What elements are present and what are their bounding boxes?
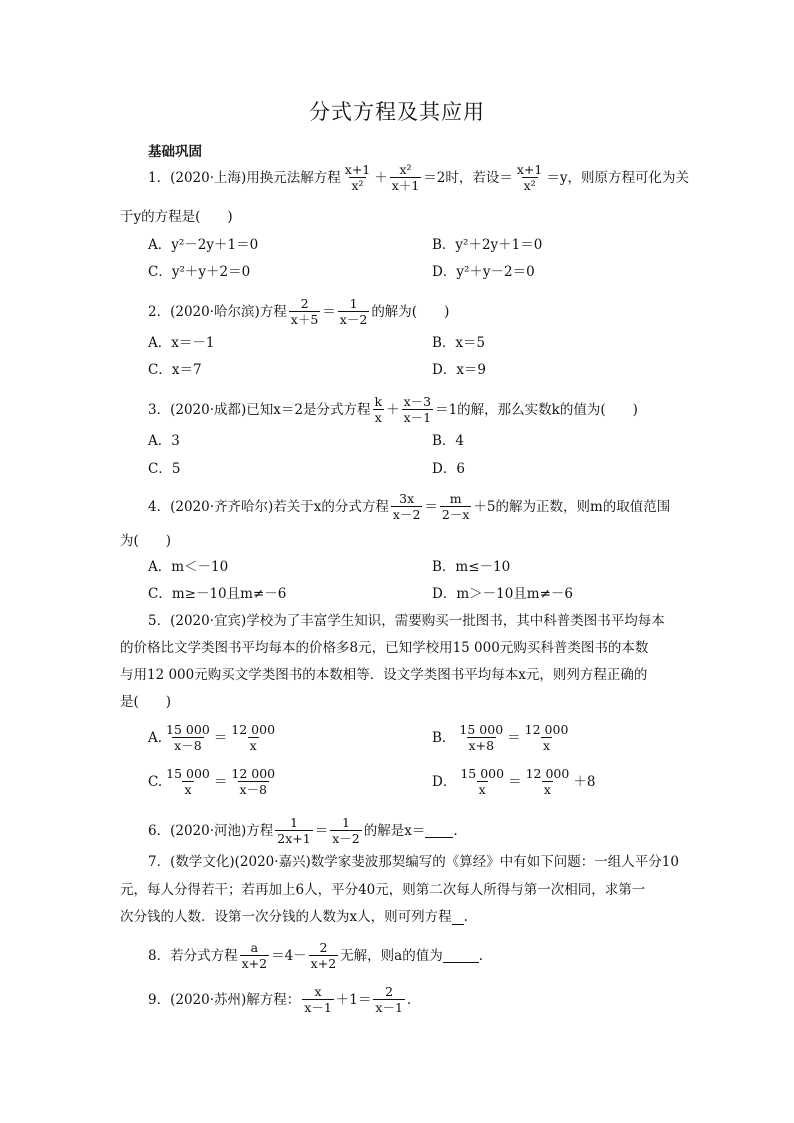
denominator: x－1 bbox=[375, 1000, 403, 1015]
q2-fraction-2 bbox=[338, 296, 370, 327]
option-label: A. bbox=[148, 729, 163, 746]
denominator: x＋5 bbox=[290, 312, 319, 327]
page-title: 分式方程及其应用 bbox=[309, 100, 485, 124]
q2-option-a: A．x＝－1 bbox=[148, 335, 215, 351]
q5-stem-line-3: 与用12 000元购买文学类图书的本数相等．设文学类图书平均每本x元，则列方程正确的 bbox=[120, 667, 648, 683]
numerator: x² bbox=[399, 162, 412, 177]
q2-stem-end: 的解为( ) bbox=[371, 303, 450, 320]
q2-stem-start: 2．(2020·哈尔滨)方程 bbox=[148, 303, 287, 320]
section-heading: 基础巩固 bbox=[148, 144, 202, 160]
period: . bbox=[463, 909, 468, 925]
q8-stem-middle: ＝4－ bbox=[271, 947, 307, 964]
period: . bbox=[478, 947, 484, 964]
numerator: 15 000 bbox=[166, 766, 210, 781]
question-1 bbox=[148, 162, 689, 193]
q3-option-c: C．5 bbox=[148, 461, 181, 477]
question-6 bbox=[148, 815, 458, 846]
equals-sign: ＝ bbox=[213, 729, 228, 746]
equals-sign: ＝ bbox=[213, 773, 228, 790]
q4-option-b: B．m≤－10 bbox=[432, 559, 511, 575]
q8-stem-start: 8．若分式方程 bbox=[148, 947, 238, 964]
denominator: x bbox=[543, 738, 551, 753]
equals-sign: ＝ bbox=[322, 303, 336, 320]
q1-option-b: B．y²＋2y＋1＝0 bbox=[432, 237, 543, 253]
q5-option-c bbox=[148, 766, 279, 797]
numerator: x+1 bbox=[516, 162, 543, 177]
q5-option-b bbox=[432, 722, 572, 753]
q3-option-b: B．4 bbox=[432, 433, 465, 449]
numerator: 12 000 bbox=[231, 722, 276, 737]
q4-fraction-1 bbox=[391, 491, 423, 522]
q4-option-a: A．m＜－10 bbox=[148, 559, 229, 575]
numerator: a bbox=[250, 940, 259, 955]
q3-stem-end: ＝1的解，那么实数k的值为( ) bbox=[435, 401, 638, 418]
q5-stem-line-1: 5．(2020·宜宾)学校为了丰富学生知识，需要购买一批图书，其中科普类图书平均每本 bbox=[148, 613, 665, 629]
q2-fraction-1 bbox=[289, 296, 321, 327]
q5-stem-line-2: 的价格比文学类图书平均每本的价格多8元，已知学校用15 000元购买科普类图书的本数 bbox=[120, 640, 649, 656]
question-9 bbox=[148, 984, 411, 1015]
q3-stem-start: 3．(2020·成都)已知x＝2是分式方程 bbox=[148, 401, 371, 418]
q5-option-a bbox=[148, 722, 279, 753]
option-label: D． bbox=[432, 773, 457, 790]
denominator: x－2 bbox=[332, 831, 360, 846]
denominator: x＋1 bbox=[391, 178, 420, 193]
denominator: x+2 bbox=[241, 956, 268, 971]
q8-fraction-2 bbox=[309, 940, 338, 971]
period: . bbox=[453, 822, 458, 839]
denominator: x－1 bbox=[403, 410, 432, 425]
q4-stem-end: ＋5的解为正数，则m的取值范围 bbox=[473, 498, 671, 515]
numerator: k bbox=[374, 394, 383, 409]
numerator: 12 000 bbox=[524, 722, 569, 737]
q1-option-a: A．y²－2y＋1＝0 bbox=[148, 237, 259, 253]
numerator: 15 000 bbox=[166, 722, 210, 737]
denominator: x－8 bbox=[174, 738, 202, 753]
plus-sign: ＋ bbox=[374, 169, 388, 186]
denominator: x－2 bbox=[339, 312, 368, 327]
denominator: x bbox=[543, 782, 551, 797]
q5-option-d bbox=[432, 766, 595, 797]
answer-blank[interactable] bbox=[452, 910, 464, 925]
q2-option-d: D．x＝9 bbox=[432, 362, 487, 378]
denominator: x bbox=[249, 738, 257, 753]
question-2 bbox=[148, 296, 449, 327]
numerator: 1 bbox=[290, 815, 298, 830]
numerator: 15 000 bbox=[460, 766, 505, 781]
q1-fraction-2 bbox=[390, 162, 422, 193]
numerator: 12 000 bbox=[231, 766, 276, 781]
option-label: C. bbox=[148, 773, 163, 790]
q1-fraction-3 bbox=[515, 162, 544, 193]
denominator: x－1 bbox=[304, 1000, 332, 1015]
fraction bbox=[164, 766, 212, 797]
fraction bbox=[229, 722, 277, 753]
numerator: x－3 bbox=[403, 394, 432, 409]
plus-sign: ＋ bbox=[386, 401, 400, 418]
fraction bbox=[524, 766, 572, 797]
q7-stem-line-2: 元，每人分得若干；若再加上6人，平分40元，则第二次每人所得与第一次相同，求第一 bbox=[120, 882, 646, 898]
q4-stem-start: 4．(2020·齐齐哈尔)若关于x的分式方程 bbox=[148, 498, 389, 515]
q3-fraction-1 bbox=[372, 394, 384, 425]
q3-fraction-2 bbox=[402, 394, 434, 425]
fraction bbox=[164, 722, 212, 753]
q6-fraction-1 bbox=[275, 815, 312, 846]
q6-stem-start: 6．(2020·河池)方程 bbox=[148, 822, 274, 839]
denominator: x－2 bbox=[392, 507, 421, 522]
numerator: m bbox=[449, 491, 462, 506]
numerator: x bbox=[314, 984, 322, 999]
q4-fraction-2 bbox=[440, 491, 472, 522]
numerator: 2 bbox=[385, 984, 394, 999]
denominator: x bbox=[374, 410, 382, 425]
q3-option-a: A．3 bbox=[148, 433, 180, 449]
q1-stem-end: ＝y，则原方程可化为关 bbox=[546, 169, 689, 186]
question-3 bbox=[148, 394, 638, 425]
q6-fraction-2 bbox=[330, 815, 362, 846]
q1-fraction-1 bbox=[343, 162, 372, 193]
equals-sign: ＝ bbox=[424, 498, 438, 515]
denominator: x+2 bbox=[310, 956, 337, 971]
q9-fraction-1 bbox=[302, 984, 334, 1015]
q1-stem-continued: 于y的方程是( ) bbox=[120, 209, 233, 225]
equals-sign: ＝ bbox=[508, 773, 522, 790]
q1-stem-middle: ＝2时，若设＝ bbox=[423, 169, 513, 186]
equals-sign: ＝ bbox=[314, 822, 329, 839]
denominator: 2x+1 bbox=[277, 831, 311, 846]
denominator: x+8 bbox=[468, 738, 495, 753]
q4-stem-continued: 为( ) bbox=[120, 533, 172, 549]
fraction bbox=[457, 722, 505, 753]
q1-stem-start: 1．(2020·上海)用换元法解方程 bbox=[148, 169, 341, 186]
period: . bbox=[406, 991, 412, 1008]
numerator: 12 000 bbox=[525, 766, 570, 781]
q7-stem-line-3-text: 次分钱的人数．设第一次分钱的人数为x人，则可列方程 bbox=[120, 909, 452, 925]
q7-stem-line-1: 7．(数学文化)(2020·嘉兴)数学家斐波那契编写的《算经》中有如下问题：一组人平分10 bbox=[148, 854, 679, 870]
numerator: 1 bbox=[349, 296, 358, 311]
q8-fraction-1 bbox=[240, 940, 269, 971]
q2-option-c: C．x＝7 bbox=[148, 362, 202, 378]
q5-stem-line-4: 是( ) bbox=[120, 694, 172, 710]
answer-blank[interactable] bbox=[425, 823, 453, 838]
question-4 bbox=[148, 491, 670, 522]
q2-option-b: B．x＝5 bbox=[432, 335, 486, 351]
option-tail: ＋8 bbox=[573, 773, 596, 790]
q4-option-c: C．m≥－10且m≠－6 bbox=[148, 586, 287, 602]
answer-blank[interactable] bbox=[443, 948, 479, 963]
question-8 bbox=[148, 940, 483, 971]
denominator: x² bbox=[351, 178, 364, 193]
fraction bbox=[458, 766, 506, 797]
q4-option-d: D．m＞－10且m≠－6 bbox=[432, 586, 574, 602]
q9-stem-middle: ＋1＝ bbox=[335, 991, 372, 1008]
fraction bbox=[523, 722, 571, 753]
q1-option-d: D．y²＋y－2＝0 bbox=[432, 264, 535, 280]
numerator: 3x bbox=[399, 491, 415, 506]
q7-stem-line-3 bbox=[120, 907, 468, 927]
q9-stem-start: 9．(2020·苏州)解方程： bbox=[148, 991, 301, 1008]
numerator: 2 bbox=[300, 296, 309, 311]
numerator: 15 000 bbox=[459, 722, 504, 737]
denominator: x² bbox=[523, 178, 536, 193]
q1-option-c: C．y²＋y＋2＝0 bbox=[148, 264, 251, 280]
option-label: B． bbox=[432, 729, 456, 746]
denominator: x－8 bbox=[239, 782, 268, 797]
denominator: x bbox=[478, 782, 486, 797]
q3-option-d: D．6 bbox=[432, 461, 465, 477]
q8-stem-end: 无解，则a的值为 bbox=[340, 947, 443, 964]
denominator: x bbox=[184, 782, 192, 797]
q9-fraction-2 bbox=[373, 984, 405, 1015]
denominator: 2－x bbox=[441, 507, 470, 522]
numerator: x+1 bbox=[344, 162, 371, 177]
equals-sign: ＝ bbox=[507, 729, 521, 746]
q6-stem-end: 的解是x＝ bbox=[363, 822, 426, 839]
numerator: 2 bbox=[319, 940, 328, 955]
fraction bbox=[229, 766, 277, 797]
numerator: 1 bbox=[342, 815, 350, 830]
